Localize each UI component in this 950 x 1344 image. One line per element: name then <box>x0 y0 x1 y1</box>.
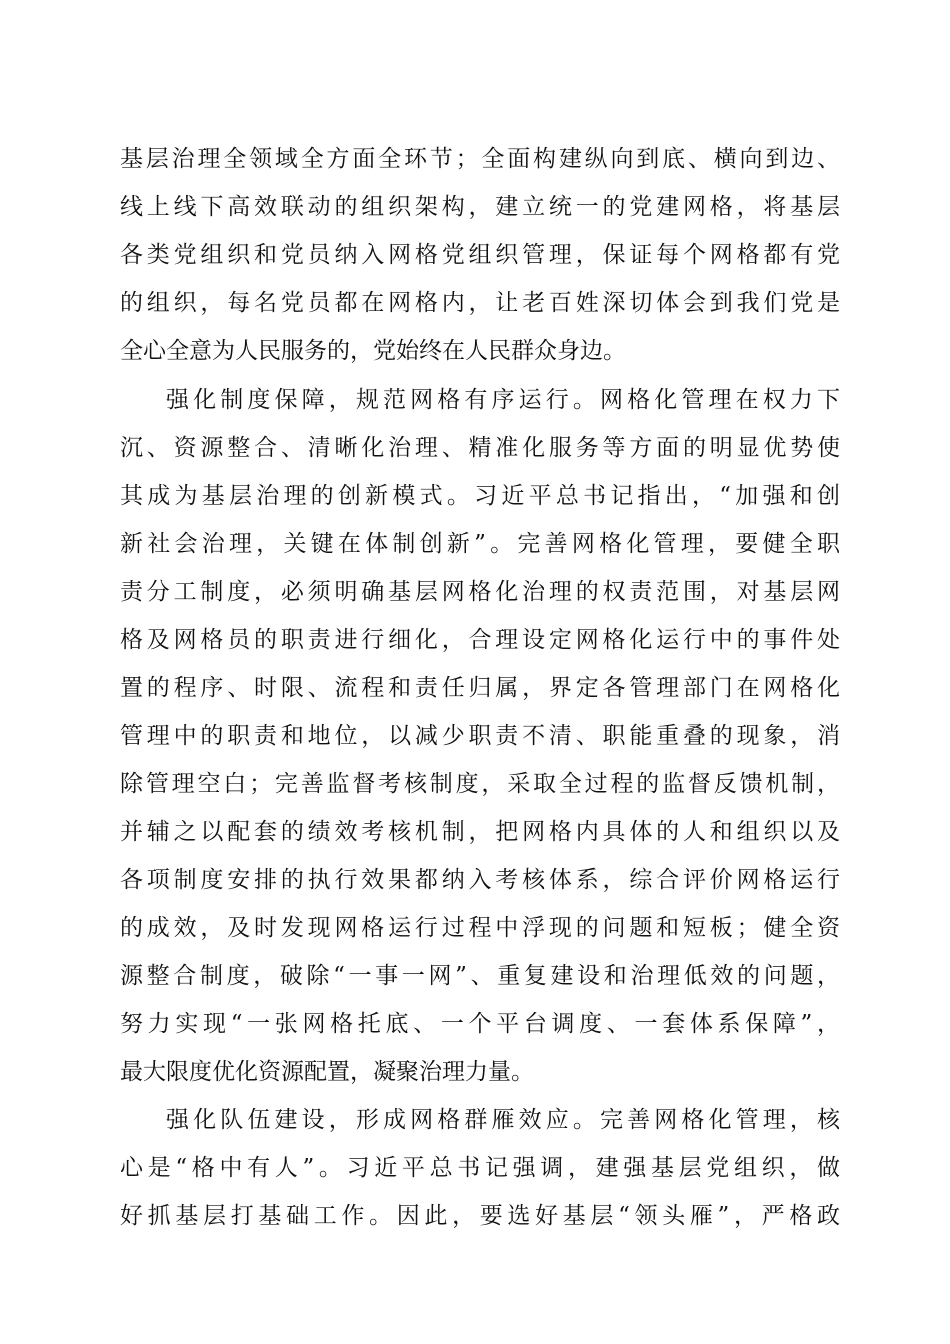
text-line: 各类党组织和党员纳入网格党组织管理，保证每个网格都有党 <box>120 242 840 268</box>
text-line: 好抓基层打基础工作。因此，要选好基层“领头雁”，严格政 <box>120 1203 840 1229</box>
text-line: 的成效，及时发现网格运行过程中浮现的问题和短板；健全资 <box>120 915 840 941</box>
paragraph-first-line: 强化队伍建设，形成网格群雁效应。完善网格化管理，核 <box>166 1107 840 1133</box>
text-line: 置的程序、时限、流程和责任归属，界定各管理部门在网格化 <box>120 675 840 701</box>
text-line: 心是“格中有人”。习近平总书记强调，建强基层党组织，做 <box>120 1155 840 1181</box>
text-line: 线上线下高效联动的组织架构，建立统一的党建网格，将基层 <box>120 194 840 220</box>
text-line: 新社会治理，关键在体制创新”。完善网格化管理，要健全职 <box>120 531 840 557</box>
text-line: 沉、资源整合、清晰化治理、精准化服务等方面的明显优势使 <box>120 435 840 461</box>
text-line: 格及网格员的职责进行细化，合理设定网格化运行中的事件处 <box>120 627 840 653</box>
text-line: 最大限度优化资源配置，凝聚治理力量。 <box>120 1059 534 1085</box>
paragraph-first-line: 强化制度保障，规范网格有序运行。网格化管理在权力下 <box>166 387 840 413</box>
text-line: 的组织，每名党员都在网格内，让老百姓深切体会到我们党是 <box>120 290 840 316</box>
text-line: 源整合制度，破除“一事一网”、重复建设和治理低效的问题， <box>120 963 840 989</box>
text-line: 并辅之以配套的绩效考核机制，把网格内具体的人和组织以及 <box>120 819 840 845</box>
text-line: 责分工制度，必须明确基层网格化治理的权责范围，对基层网 <box>120 579 840 605</box>
text-line: 管理中的职责和地位，以减少职责不清、职能重叠的现象，消 <box>120 723 840 749</box>
text-line: 全心全意为人民服务的，党始终在人民群众身边。 <box>120 338 626 364</box>
text-line: 其成为基层治理的创新模式。习近平总书记指出，“加强和创 <box>120 483 840 509</box>
text-line: 基层治理全领域全方面全环节；全面构建纵向到底、横向到边、 <box>120 146 840 172</box>
text-line: 努力实现“一张网格托底、一个平台调度、一套体系保障”， <box>120 1011 840 1037</box>
text-line: 各项制度安排的执行效果都纳入考核体系，综合评价网格运行 <box>120 867 840 893</box>
text-line: 除管理空白；完善监督考核制度，采取全过程的监督反馈机制， <box>120 771 840 797</box>
